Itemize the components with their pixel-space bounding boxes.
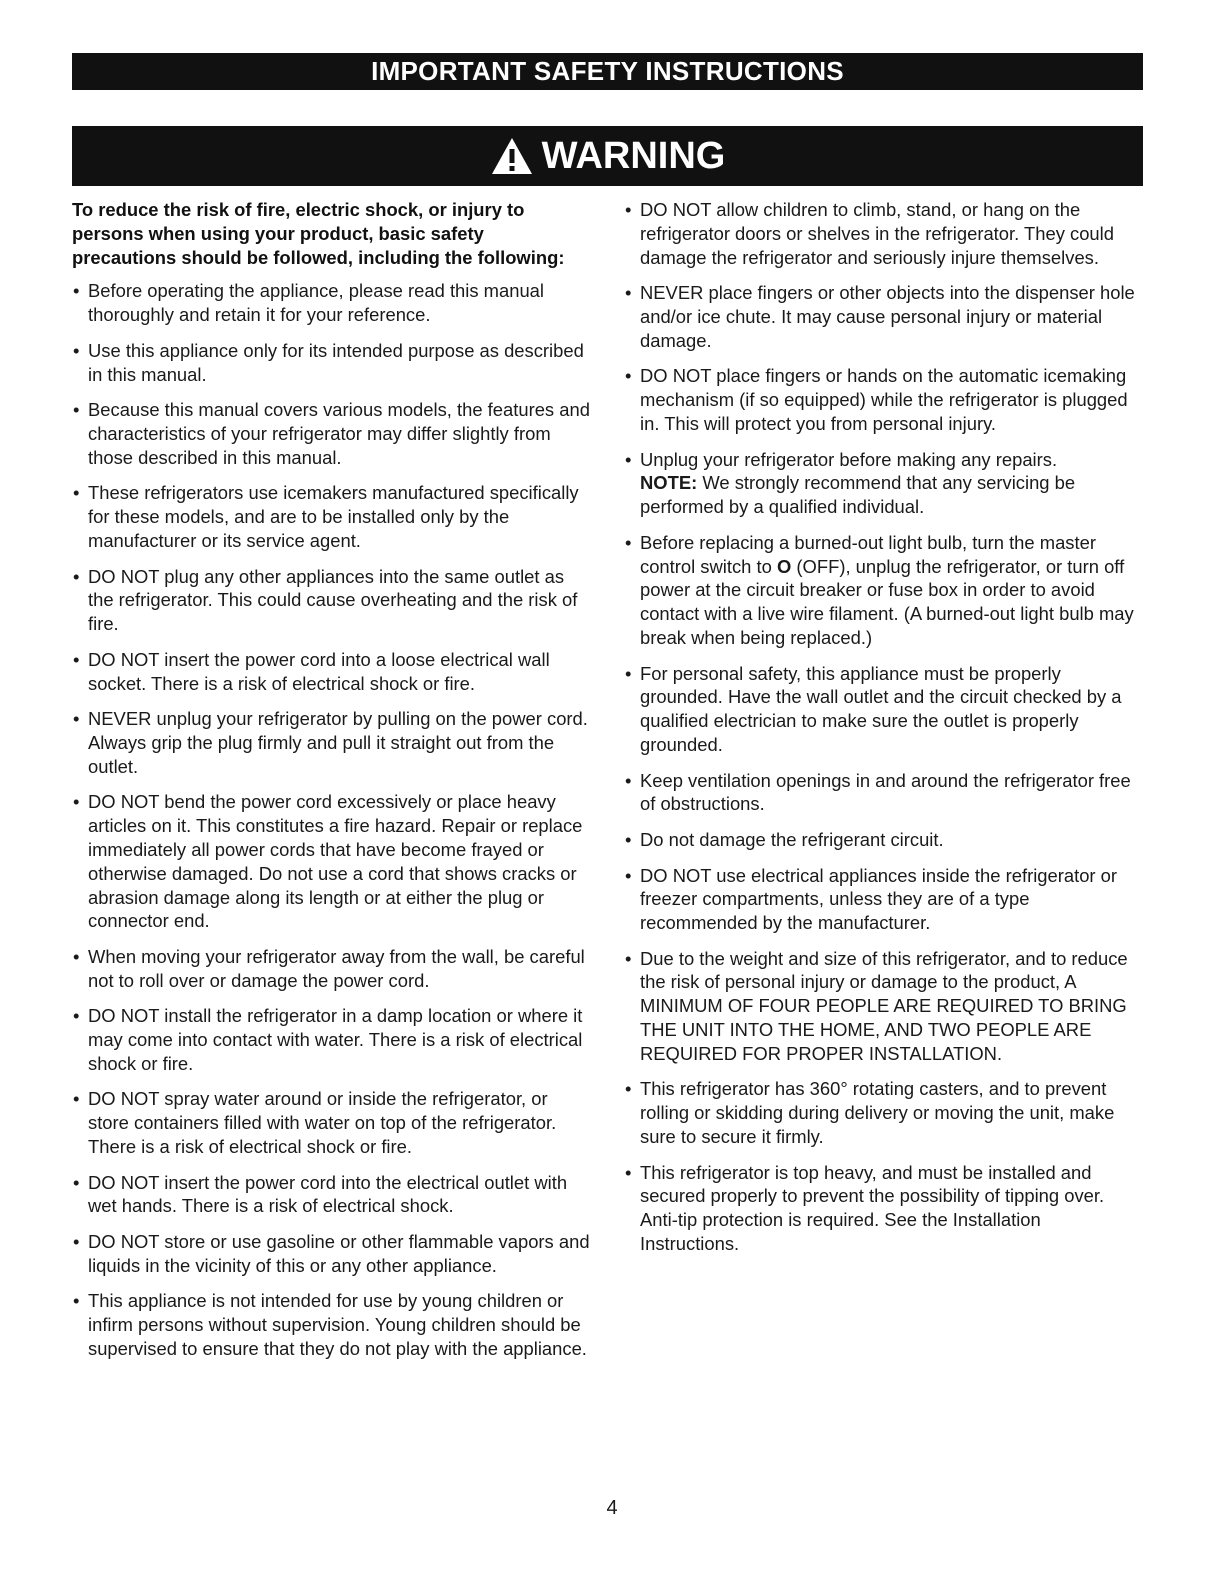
warning-label: WARNING [541,134,726,177]
list-item: • DO NOT insert the power cord into a loose electrical wall socket. There is a risk of electrical shock or fire. [72,648,592,696]
list-item [624,531,1144,650]
section-title-bar [72,53,1143,90]
warning-banner [72,126,1143,186]
section-title: IMPORTANT SAFETY INSTRUCTIONS [371,56,844,86]
left-column [72,198,592,1373]
note-text: We strongly recommend that any servicing be performed by a qualified individual. [640,472,1076,518]
list-item: • DO NOT insert the power cord into the electrical outlet with wet hands. There is a risk of electrical shock. [72,1171,592,1219]
list-item: • DO NOT plug any other appliances into the same outlet as the refrigerator. This could cause overheating and the risk of fire. [72,565,592,636]
page-number: 4 [606,1497,618,1519]
right-instruction-list [624,198,1144,1256]
list-item: • Before operating the appliance, please read this manual thoroughly and retain it for your reference. [72,279,592,327]
list-item: • For personal safety, this appliance must be properly grounded. Have the wall outlet and the circuit checked by a qualified electrician to make sure the outlet is properly grounded. [624,662,1144,757]
list-item: • This refrigerator is top heavy, and must be installed and secured properly to prevent the possibility of tipping over. Anti-tip protection is required. See the Installation Instructions. [624,1161,1144,1256]
off-symbol: O [776,555,792,577]
warning-triangle-icon [490,136,534,176]
list-item [624,448,1144,519]
left-instruction-list [72,279,592,1360]
list-item: • DO NOT install the refrigerator in a damp location or where it may come into contact with water. There is a risk of electrical shock or fire. [72,1004,592,1075]
right-column [624,198,1144,1268]
list-item: • DO NOT spray water around or inside the refrigerator, or store containers filled with water on top of the refrigerator. There is a risk of electrical shock or fire. [72,1087,592,1158]
list-item: • DO NOT allow children to climb, stand, or hang on the refrigerator doors or shelves in the refrigerator. They could damage the refrigerator and seriously injure themselves. [624,198,1144,269]
list-item: • DO NOT bend the power cord excessively or place heavy articles on it. This constitutes a fire hazard. Repair or replace immediately all power cords that have become frayed or otherwise damaged. Do not use a cord that shows cracks or abrasion damage along its length or at either the plug or connector end. [72,790,592,933]
list-item: • When moving your refrigerator away from the wall, be careful not to roll over or damage the power cord. [72,945,592,993]
list-item: • This appliance is not intended for use by young children or infirm persons without supervision. Young children should be supervised to ensure that they do not play with the appliance. [72,1289,592,1360]
list-item: • NEVER place fingers or other objects into the dispenser hole and/or ice chute. It may cause personal injury or material damage. [624,281,1144,352]
list-item: • DO NOT place fingers or hands on the automatic icemaking mechanism (if so equipped) while the refrigerator is plugged in. This will protect you from personal injury. [624,364,1144,435]
list-item: • These refrigerators use icemakers manufactured specifically for these models, and are to be installed only by the manufacturer or its service agent. [72,481,592,552]
bulb-text-a: Before replacing a burned-out light bulb, turn the master control switch to [640,531,1096,577]
list-item: • DO NOT store or use gasoline or other flammable vapors and liquids in the vicinity of this or any other appliance. [72,1230,592,1278]
list-item: • Use this appliance only for its intended purpose as described in this manual. [72,339,592,387]
list-item: • Do not damage the refrigerant circuit. [624,828,1144,852]
intro-text: To reduce the risk of fire, electric shock, or injury to persons when using your product, basic safety precautions should be followed, including the following: [72,199,565,268]
list-item: • Because this manual covers various models, the features and characteristics of your refrigerator may differ slightly from those described in this manual. [72,398,592,469]
note-label: NOTE: [640,472,698,494]
bulb-text-b: (OFF), unplug the refrigerator, or turn off power at the circuit breaker or fuse box in order to avoid contact with a live wire filament. (A burned-out light bulb may break when being replaced.) [640,555,1134,648]
list-item: • DO NOT use electrical appliances inside the refrigerator or freezer compartments, unless they are of a type recommended by the manufacturer. [624,864,1144,935]
unplug-text: Unplug your refrigerator before making any repairs. [640,448,1058,470]
list-item: • Keep ventilation openings in and around the refrigerator free of obstructions. [624,769,1144,817]
list-item: • This refrigerator has 360° rotating casters, and to prevent rolling or skidding during delivery or moving the unit, make sure to secure it firmly. [624,1077,1144,1148]
list-item: • Due to the weight and size of this refrigerator, and to reduce the risk of personal injury or damage to the product, A MINIMUM OF FOUR PEOPLE ARE REQUIRED TO BRING THE UNIT INTO THE HOME, AND TWO PEOPLE ARE REQUIRED FOR PROPER INSTALLATION. [624,947,1144,1066]
list-item: • NEVER unplug your refrigerator by pulling on the power cord. Always grip the plug firmly and pull it straight out from the outlet. [72,707,592,778]
